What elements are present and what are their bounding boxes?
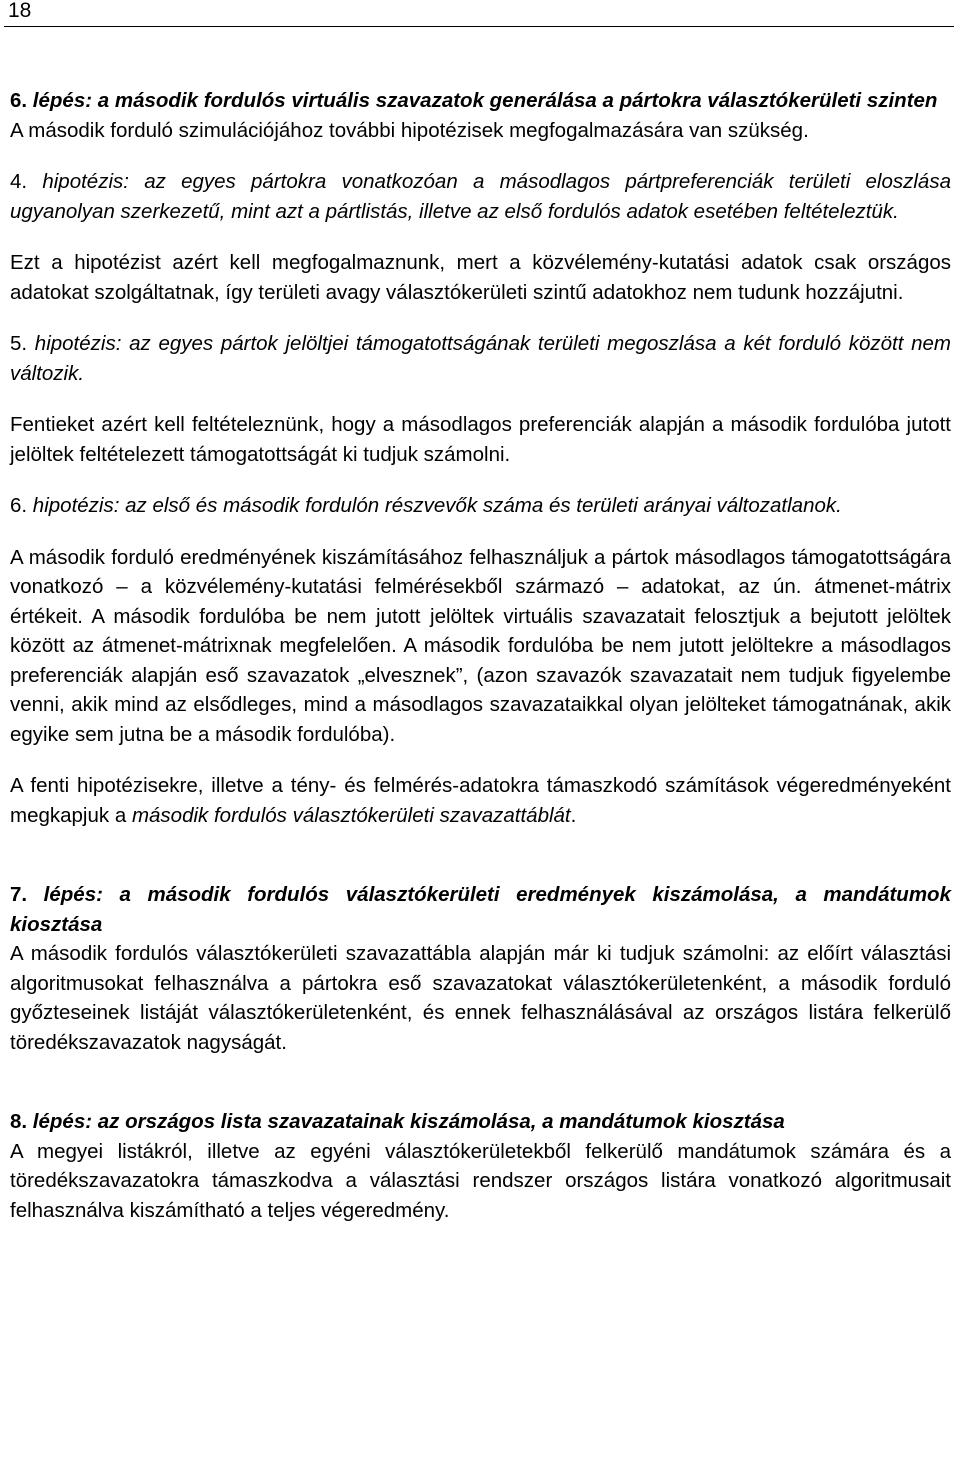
hypothesis-text: hipotézis: az első és második fordulón részvevők száma és területi arányai változatlanok. <box>27 494 842 517</box>
hypothesis-5 <box>10 329 951 388</box>
step-title-text: lépés: a második fordulós virtuális szavazatok generálása a pártokra választókerületi szinten <box>27 89 938 112</box>
paragraph-vote-table-result <box>10 771 951 830</box>
hypothesis-text: hipotézis: az egyes pártok jelöltjei támogatottságának területi megoszlása a két forduló között nem változik. <box>10 332 951 385</box>
step-number: 8. <box>10 1110 28 1133</box>
paragraph-hypothesis-5-reason: Fentieket azért kell feltételeznünk, hogy a másodlagos preferenciák alapján a második fordulóba jutott jelöltek feltételezett támogatottságát ki tudjuk számolni. <box>10 413 951 466</box>
step-number: 6. <box>10 89 28 112</box>
text-run: . <box>570 803 577 827</box>
hypothesis-number: 5. <box>10 332 28 355</box>
step-number: 7. <box>10 883 28 906</box>
page-number: 18 <box>8 0 32 22</box>
header-rule <box>4 26 954 27</box>
paragraph-intro: A második forduló szimulációjához további hipotézisek megfogalmazására van szükség. <box>10 118 809 142</box>
step-8-heading <box>10 1107 951 1137</box>
paragraph-hypothesis-4-reason: Ezt a hipotézist azért kell megfogalmaznunk, mert a közvélemény-kutatási adatok csak országos adatokat szolgáltatnak, így területi avagy választókerületi szintű adatokhoz nem tudunk hozzájutni. <box>10 251 951 304</box>
paragraph-second-round-calculation: A második forduló eredményének kiszámításához felhasználjuk a pártok másodlagos támogatottságára vonatkozó – a közvélemény-kutatási felmérésekből származó – adatokat, az ún. átmenet-mátrix értékeit. A második fordulóba be nem jutott jelöltek virtuális szavazatait felosztjuk a bejutott jelöltek között az átmenet-mátrixnak megfelelően. A második fordulóba be nem jutott jelöltekre a másodlagos preferenciák alapján eső szavazatok „elvesznek”, (azon szavazók szavazatait nem tudjuk figyelembe venni, akik mind az elsődleges, mind a másodlagos szavazataikkal olyan jelölteket támogatnának, akik egyike sem jutna be a második fordulóba). <box>10 545 951 746</box>
paragraph-step-7: A második fordulós választókerületi szavazattábla alapján már ki tudjuk számolni: az előírt választási algoritmusokat felhasználva a pártokra eső szavazatokat választókerületenként, a második forduló győzteseinek listáját választókerületenként, és ennek felhasználásával az országos listára felkerülő töredékszavazatok nagyságát. <box>10 942 951 1054</box>
hypothesis-4 <box>10 167 951 226</box>
text-run: A fenti hipotézisekre, illetve a tény- és felmérés-adatokra támaszkodó számítások végeredményeként megkapjuk a <box>10 774 951 827</box>
hypothesis-6 <box>10 491 951 521</box>
paragraph-step-8: A megyei listákról, illetve az egyéni választókerületekből felkerülő mandátumok számára és a töredékszavazatokra támaszkodva a választási rendszer országos listára vonatkozó algoritmusait felhasználva kiszámítható a teljes végeredmény. <box>10 1139 951 1222</box>
hypothesis-text: hipotézis: az egyes pártokra vonatkozóan a másodlagos pártpreferenciák területi eloszlása ugyanolyan szerkezetű, mint azt a pártlistás, illetve az első fordulós adatok esetében feltételeztük. <box>10 170 951 223</box>
emphasis-vote-table: második fordulós választókerületi szavazattáblát <box>131 803 571 827</box>
step-6-heading <box>10 86 951 116</box>
hypothesis-number: 6. <box>10 494 28 517</box>
step-7-heading <box>10 880 951 939</box>
document-body <box>10 86 951 1225</box>
step-title-text: lépés: az országos lista szavazatainak kiszámolása, a mandátumok kiosztása <box>27 1110 785 1133</box>
hypothesis-number: 4. <box>10 170 28 193</box>
step-title-text: lépés: a második fordulós választókerületi eredmények kiszámolása, a mandátumok kiosztása <box>10 883 951 936</box>
